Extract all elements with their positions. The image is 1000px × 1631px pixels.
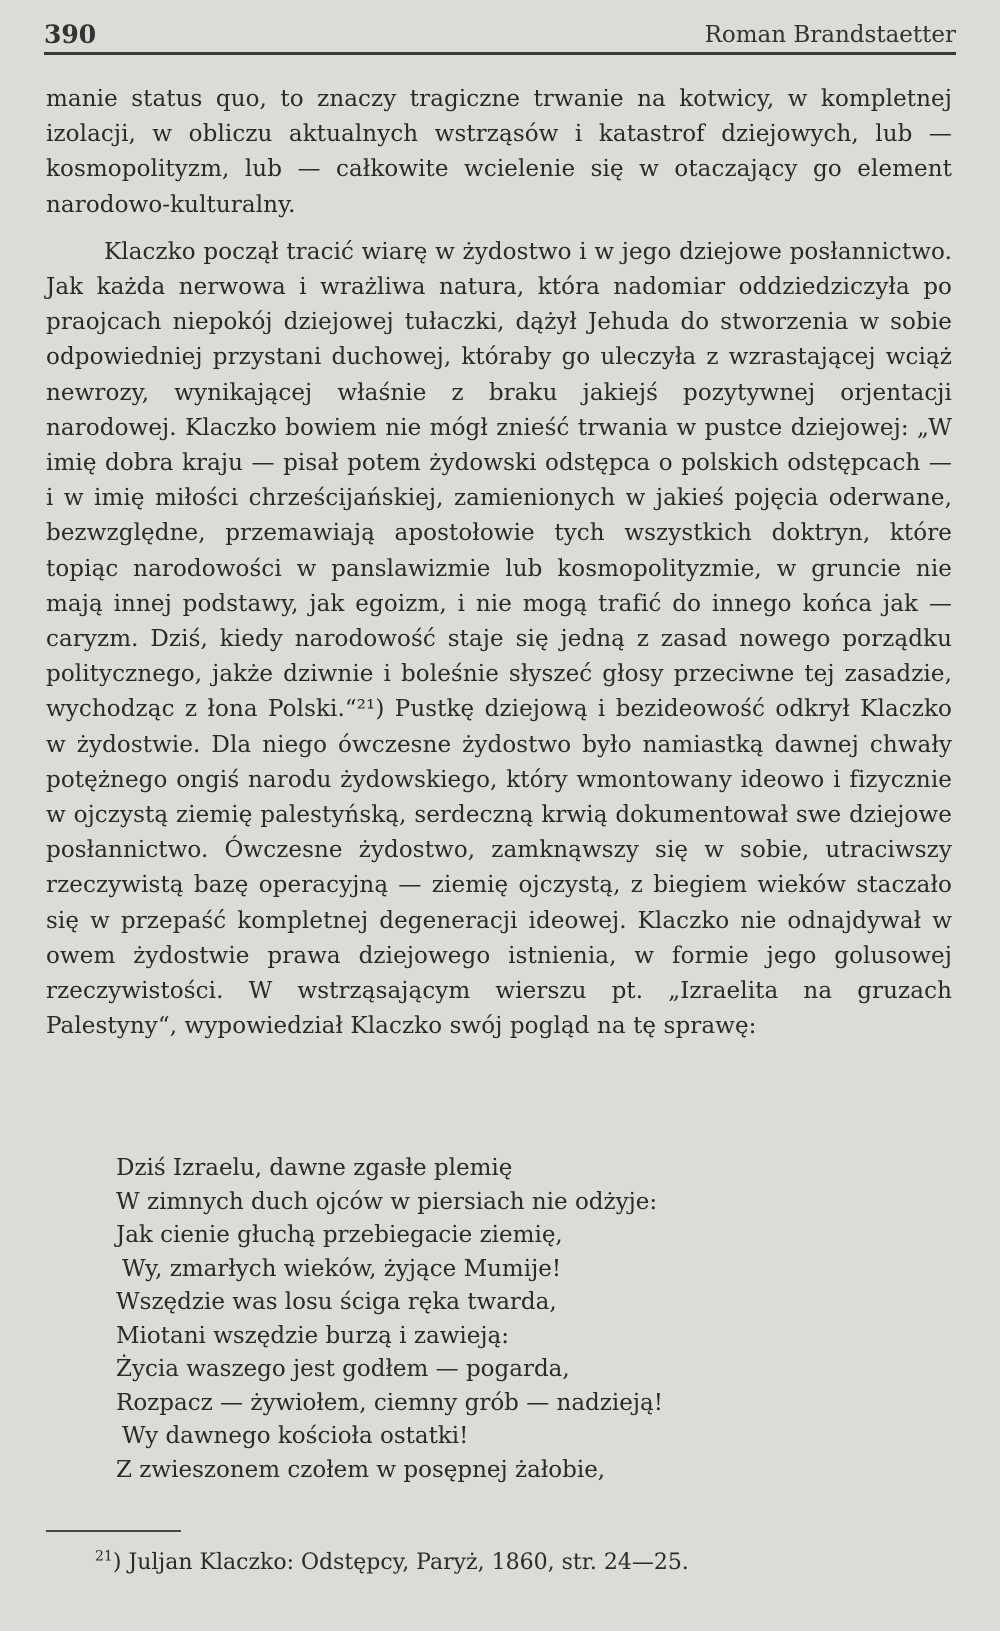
footnote-text: ) Juljan Klaczko: Odstępcy, Paryż, 1860, str. 24—25.	[112, 1550, 689, 1575]
header-rule	[44, 52, 956, 55]
poem-line: Wszędzie was losu ściga ręka twarda,	[116, 1289, 557, 1315]
poem-line: Rozpacz — żywiołem, ciemny grób — nadzieją!	[116, 1389, 663, 1416]
poem-line: Z zwieszonem czołem w posępnej żałobie,	[116, 1456, 606, 1483]
poem-line: Życia waszego jest godłem — pogarda,	[116, 1356, 570, 1382]
page-header	[44, 20, 956, 50]
poem-line: Dziś Izraelu, dawne zgasłe plemię	[116, 1155, 513, 1181]
poem-line: Miotani wszędzie burzą i zawieją:	[116, 1322, 509, 1349]
poem-line: Wy, zmarłych wieków, żyjące Mumije!	[122, 1255, 562, 1282]
footnote	[95, 1548, 925, 1578]
page-number: 390	[44, 20, 97, 49]
paragraph-2: Klaczko począł tracić wiarę w żydostwo i w jego dziejowe posłannictwo. Jak każda nerwowa i wrażliwa natura, która nadomiar oddziedziczyła po praojcach niepokój dziejowej tułaczki, dążył Jehuda do stworzenia w sobie odpowiedniej przystani duchowej, któraby go uleczyła z wzrastającej wciąż newrozy, wynikającej właśnie z braku jakiejś pozytywnej orjentacji narodowej. Klaczko bowiem nie mógł znieść trwania w pustce dziejowej: „W imię dobra kraju — pisał potem żydowski odstępca o polskich odstępcach — i w imię miłości chrześcijańskiej, zamienionych w jakieś pojęcia oderwane, bezwzględne, przemawiają apostołowie tych wszystkich doktryn, które topiąc narodowości w panslawizmie lub kosmopolityzmie, w gruncie nie mają innej podstawy, jak egoizm, i nie mogą trafić do innego końca jak — caryzm. Dziś, kiedy narodowość staje się jedną z zasad nowego porządku politycznego, jakże dziwnie i boleśnie słyszeć głosy przeciwne tej zasadzie, wychodząc z łona Polski.“²¹) Pustkę dziejową i bezideowość odkrył Klaczko w żydostwie. Dla niego ówczesne żydostwo było namiastką dawnej chwały potężnego ongiś narodu żydowskiego, który wmontowany ideowo i fizycznie w ojczystą ziemię palestyńską, serdeczną krwią dokumentował swe dziejowe posłannictwo. Ówczesne żydostwo, zamknąwszy się w sobie, utraciwszy rzeczywistą bazę operacyjną — ziemię ojczystą, z biegiem wieków staczało się w przepaść kompletnej degeneracji ideowej. Klaczko nie odnajdywał w owem żydostwie prawa dziejowego istnienia, w formie jego golusowej rzeczywistości. W wstrząsającym wierszu pt. „Izraelita na gruzach Palestyny“, wypowiedział Klaczko swój pogląd na tę sprawę:	[46, 238, 952, 1040]
poem-line: Jak cienie głuchą przebiegacie ziemię,	[116, 1222, 563, 1248]
running-head: Roman Brandstaetter	[704, 22, 956, 48]
poem-line: W zimnych duch ojców w piersiach nie odżyje:	[116, 1188, 658, 1215]
footnote-marker: 21	[95, 1548, 113, 1565]
poem-line: Wy dawnego kościoła ostatki!	[122, 1423, 469, 1449]
poem-quote	[116, 1152, 876, 1487]
body-text	[46, 82, 952, 1056]
paragraph-1: manie status quo, to znaczy tragiczne trwanie na kotwicy, w kompletnej izolacji, w obliczu aktualnych wstrząsów i katastrof dziejowych, lub — kosmopolityzm, lub — całkowite wcielenie się w otaczający go element narodowo-kulturalny.	[46, 86, 952, 218]
footnote-rule	[46, 1530, 181, 1532]
